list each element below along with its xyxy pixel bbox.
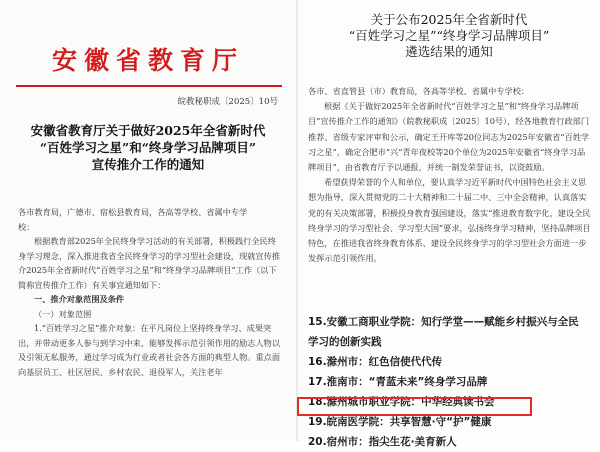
list-item: 15.安徽工商职业学院：知行学堂——赋能乡村振兴与全民	[308, 316, 579, 328]
list-item: 18.滁州城市职业学院：中华经典读书会	[308, 396, 495, 408]
subsection-heading: （一）对象范围	[34, 308, 92, 319]
issuing-organization-title: 安徽省教育厅	[51, 46, 244, 75]
title-line: 关于公布2025年全省新时代	[370, 12, 528, 27]
highlight-box	[297, 397, 532, 416]
list-item: 16.滁州市：红色信使代代传	[308, 356, 443, 368]
notice-title	[298, 12, 600, 60]
award-list	[308, 312, 594, 452]
document-body	[18, 205, 280, 379]
recipients-line: 校：	[18, 221, 35, 232]
recipients-line: 各市教育局，广德市、宿松县教育局，各高等学校、省属中专学	[18, 207, 248, 217]
section-heading: 一、推介对象范围及条件	[34, 294, 125, 304]
paragraph: 根据《关于做好2025年全省新时代“百姓学习之星”和“终身学习品牌项目”宣传推介工作的通知》（皖教秘职成〔2025〕10号），经各地教育行政部门推荐、省级专家评审和公示，确定王开库等20位同志为2025年安徽省“百姓学习之星”，确定合肥市“兴”青年夜校等20个单位为2025年安徽省“终身学习品牌项目”，由省教育厅予以通报，并统一制发荣誉证书，以资鼓励。	[308, 101, 590, 173]
title-line: 遴选结果的通知	[405, 44, 493, 59]
list-item: 20.宿州市：指尖生花·美育新人	[308, 436, 457, 448]
paragraph: 希望获得荣誉的个人和单位，要认真学习近平新时代中国特色社会主义思想为指导，深入贯彻党的二十大精神和二十届二中、三中全会精神，认真落实党的有关决策部署，积极投身教育强国建设，落实“推进教育数字化，建设全民终身学习的学习型社会、学习型大国”要求，弘扬终身学习精神，坚持品牌项目特色，在推进我省终身教育体系、建设全民终身学习的学习型社会方面进一步发挥示范引领作用。	[308, 177, 591, 264]
title-line: 安徽省教育厅关于做好2025年全省新时代	[30, 123, 266, 138]
list-item: 17.淮南市：“青蓝未来”终身学习品牌	[308, 376, 488, 388]
title-line: “百姓学习之星”“终身学习品牌项目”	[348, 28, 550, 43]
title-line: 宣传推介工作的通知	[91, 157, 205, 172]
title-line: “百姓学习之星”和“终身学习品牌项目”	[39, 140, 257, 155]
notice-body	[308, 84, 592, 266]
list-item-highlighted: 19.皖南医学院：共享智慧·守“护”健康	[308, 416, 492, 428]
document-title	[0, 122, 296, 173]
recipients-line: 各市、省直管县（市）教育局，各高等学校、省属中专学校：	[308, 86, 530, 96]
paragraph: 1.“百姓学习之星”推介对象：在平凡岗位上坚持终身学习、成果突出，并带动更多人参与到学习中来，能够发挥示范引领作用的励志人物以及引领无私服务，通过学习成为行业或者社会各方面的典型人物。重点面向基层员工、社区居民、乡村农民、退役军人，关注老年	[18, 323, 281, 377]
right-document-page	[298, 0, 600, 448]
paragraph: 根据教育部2025年全民终身学习活动的有关部署，积极践行全民终身学习理念，深入推进我省全民终身学习的学习型社会建设，现就宣传推介2025年全省新时代“百姓学习之星”和“终身学习品牌项目”工作（以下简称宣传推介工作）有关事宜通知如下：	[18, 236, 281, 290]
red-header-rule	[16, 85, 282, 87]
document-number: 皖教秘职成〔2025〕10号	[177, 97, 278, 107]
left-document-page	[0, 0, 296, 441]
list-item-continuation: 学习的创新实践	[308, 336, 382, 348]
